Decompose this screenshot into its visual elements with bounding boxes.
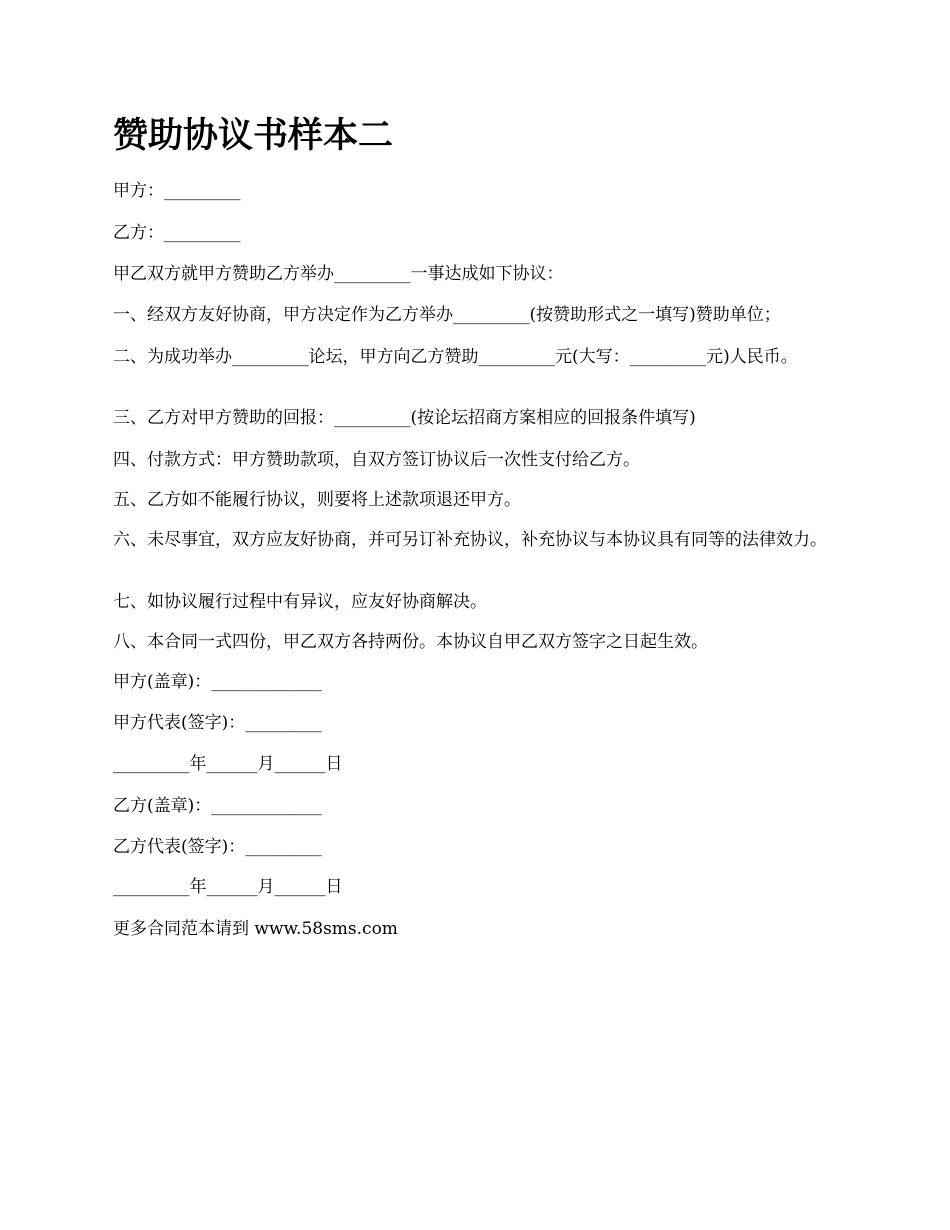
party-b-seal-line: 乙方(盖章)：_____________ (113, 796, 322, 816)
clause-1: 一、经双方友好协商，甲方决定作为乙方举办_________(按赞助形式之一填写)赞助单位； (113, 305, 781, 325)
clause-2: 二、为成功举办_________论坛，甲方向乙方赞助_________元(大写：_________元)人民币。 (113, 347, 798, 367)
clause-7: 七、如协议履行过程中有异议，应友好协商解决。 (113, 592, 487, 612)
intro-paragraph: 甲乙双方就甲方赞助乙方举办_________一事达成如下协议： (113, 264, 564, 284)
clause-5: 五、乙方如不能履行协议，则要将上述款项退还甲方。 (113, 490, 521, 510)
party-b-line: 乙方：_________ (113, 223, 241, 243)
party-a-date-line: _________年______月______日 (113, 754, 343, 774)
clause-6: 六、未尽事宜，双方应友好协商，并可另订补充协议，补充协议与本协议具有同等的法律效力。 (113, 530, 827, 550)
party-a-line: 甲方：_________ (113, 181, 241, 201)
clause-3: 三、乙方对甲方赞助的回报：_________(按论坛招商方案相应的回报条件填写) (113, 408, 696, 428)
document-title: 赞助协议书样本二 (113, 115, 394, 156)
footer-more-contracts: 更多合同范本请到 www.58sms.com (113, 919, 398, 939)
party-b-date-line: _________年______月______日 (113, 877, 343, 897)
clause-8: 八、本合同一式四份，甲乙双方各持两份。本协议自甲乙双方签字之日起生效。 (113, 632, 708, 652)
clause-4: 四、付款方式：甲方赞助款项，自双方签订协议后一次性支付给乙方。 (113, 450, 640, 470)
party-a-rep-signature-line: 甲方代表(签字)：_________ (113, 713, 322, 733)
party-b-rep-signature-line: 乙方代表(签字)：_________ (113, 837, 322, 857)
party-a-seal-line: 甲方(盖章)：_____________ (113, 672, 322, 692)
